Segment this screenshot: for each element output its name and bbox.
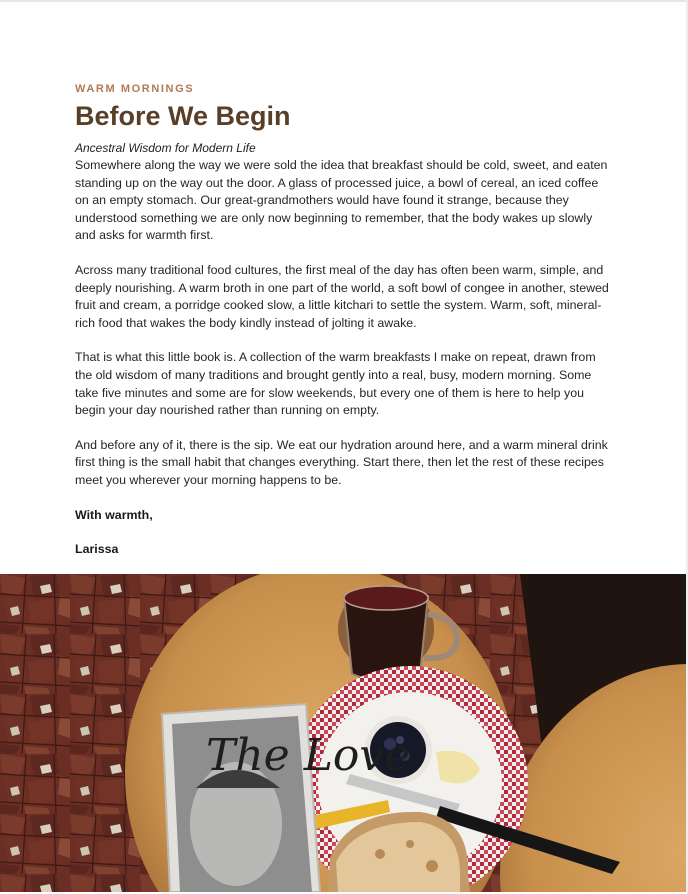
breakfast-photo: [0, 574, 686, 892]
body-paragraph: That is what this little book is. A collection of the warm breakfasts I make on repeat, drawn from the old wisdom of many traditions and brought gently into a real, busy, modern morning. Some take five minutes and some are for slow weekends, but every one of them is here to help you begin your day nourished rather than running on empty.: [75, 350, 596, 418]
body-paragraph: Across many traditional food cultures, the first meal of the day has often been warm, simple, and deeply nourishing. A warm broth in one part of the world, a soft bowl of congee in another, stewed fruit and cream, a porridge cooked slow, a little kitchari to settle the system. Warm, soft, mineral-rich food that wakes the body kindly instead of jolting it awake.: [75, 262, 609, 330]
page-subtitle: Ancestral Wisdom for Modern Life: [75, 141, 256, 155]
document-page: [75, 82, 613, 558]
body-paragraph: And before any of it, there is the sip. We eat our hydration around here, and a warm mineral drink first thing is the small habit that changes everything. Start there, then let the rest of these recipes meet you wherever your morning happens to be.: [75, 437, 608, 487]
book-cover-text: The Love: [206, 730, 411, 781]
body-paragraph: Somewhere along the way we were sold the idea that breakfast should be cold, sweet, and eaten standing up on the way out the door. A glass of processed juice, a bowl of cereal, an iced coffee on an empty stomach. Our great-grandmothers would have found it strange, because they understood something we are only now beginning to remember, that the body wakes up slowly and asks for warmth first.: [75, 158, 608, 243]
page-top-edge: [0, 0, 688, 2]
section-eyebrow: WARM MORNINGS: [75, 83, 195, 95]
signoff-closing: With warmth,: [75, 507, 153, 522]
signoff-name: Larissa: [75, 541, 119, 556]
page-title: Before We Begin: [75, 101, 291, 131]
